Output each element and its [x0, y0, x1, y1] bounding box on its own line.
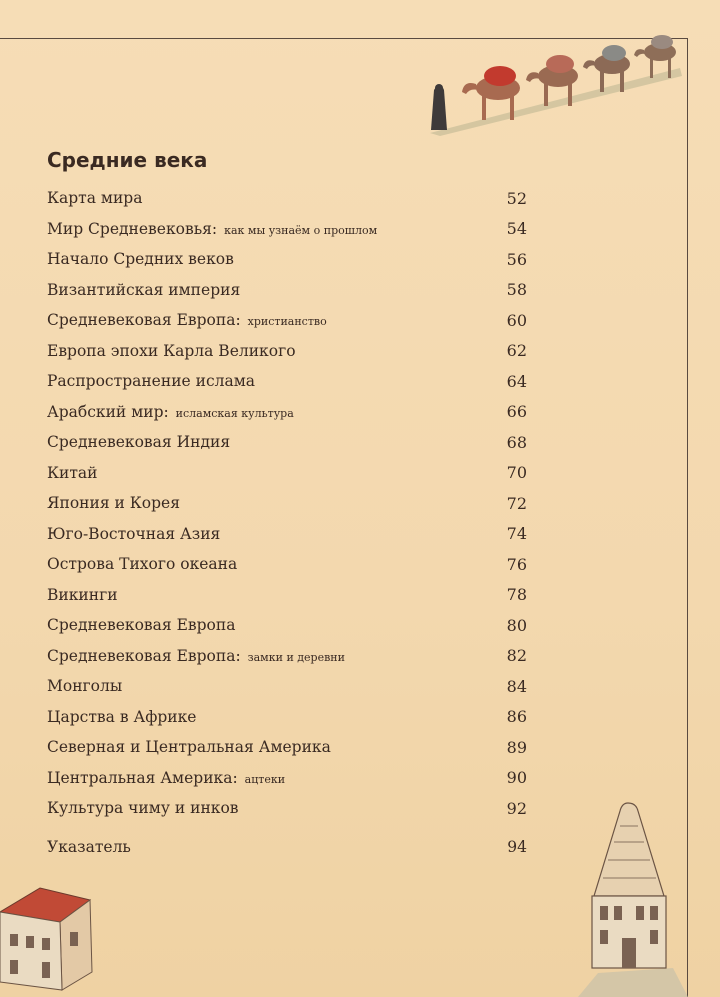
toc-entry-title [47, 616, 235, 634]
section-title: Средние века [47, 148, 208, 172]
index-page: 94 [507, 838, 527, 856]
toc-entry[interactable] [47, 244, 527, 275]
toc-entry-main: Европа эпохи Карла Великого [47, 341, 296, 360]
toc-entry-title [47, 189, 142, 207]
toc-entry-main: Карта мира [47, 189, 143, 208]
toc-entry-page: 64 [506, 371, 527, 391]
toc-entry-main: Арабский мир: [47, 402, 169, 421]
toc-entry-main: Острова Тихого океана [47, 555, 238, 574]
toc-entry-subtitle: исламская культура [175, 406, 294, 420]
toc-entry[interactable] [47, 519, 527, 550]
toc-entry-main: Средневековая Европа: [47, 311, 241, 330]
toc-entry-title [47, 311, 327, 329]
toc-entry[interactable] [47, 427, 527, 458]
camel-caravan-illustration [420, 28, 690, 138]
toc-entry-page: 52 [506, 188, 527, 208]
toc-entry-main: Распространение ислама [47, 372, 256, 391]
toc-entry-title [47, 647, 345, 665]
toc-entry-title [47, 769, 285, 787]
toc-entry[interactable] [47, 763, 527, 794]
toc-entry-main: Монголы [47, 677, 123, 696]
toc-entry[interactable] [47, 183, 527, 214]
toc-entry-main: Византийская империя [47, 280, 241, 299]
toc-entry-main: Начало Средних веков [47, 250, 234, 269]
toc-entry[interactable] [47, 458, 527, 489]
temple-illustration [578, 798, 688, 997]
toc-entry-page: 70 [506, 463, 527, 483]
toc-entry-main: Китай [47, 463, 98, 482]
toc-entry-main: Северная и Центральная Америка [47, 738, 331, 757]
toc-entry-title [47, 342, 296, 360]
toc-entry-page: 84 [506, 676, 527, 696]
toc-entry-title [47, 799, 239, 817]
toc-entry-title [47, 525, 220, 543]
toc-entry[interactable] [47, 366, 527, 397]
toc-entry-main: Юго-Восточная Азия [47, 524, 221, 543]
toc-entry-title [47, 738, 331, 756]
toc-entry[interactable] [47, 702, 527, 733]
index-entry[interactable] [47, 838, 527, 856]
toc-entry-page: 74 [506, 524, 527, 544]
toc-entry[interactable] [47, 549, 527, 580]
toc-entry-title [47, 250, 234, 268]
toc-entry-main: Средневековая Европа: [47, 646, 241, 665]
toc-entry-subtitle: ацтеки [244, 772, 286, 786]
toc-entry-main: Царства в Африке [47, 707, 197, 726]
toc-entry[interactable] [47, 305, 527, 336]
toc-entry-title [47, 464, 97, 482]
table-of-contents [47, 183, 527, 824]
toc-entry-page: 80 [506, 615, 527, 635]
toc-entry[interactable] [47, 336, 527, 367]
toc-entry-subtitle: как мы узнаём о прошлом [224, 223, 378, 237]
toc-entry-page: 72 [506, 493, 527, 513]
toc-entry[interactable] [47, 641, 527, 672]
toc-entry[interactable] [47, 397, 527, 428]
toc-entry-title [47, 708, 196, 726]
toc-entry-page: 54 [506, 219, 527, 239]
toc-entry-main: Викинги [47, 585, 118, 604]
toc-entry-title [47, 372, 255, 390]
toc-entry-title [47, 677, 122, 695]
toc-entry-title [47, 433, 230, 451]
toc-entry-subtitle: замки и деревни [247, 650, 345, 664]
toc-entry[interactable] [47, 580, 527, 611]
toc-entry[interactable] [47, 610, 527, 641]
toc-entry[interactable] [47, 793, 527, 824]
toc-entry-page: 60 [506, 310, 527, 330]
toc-entry-page: 78 [506, 585, 527, 605]
toc-entry-main: Средневековая Индия [47, 433, 231, 452]
toc-entry-title [47, 586, 118, 604]
toc-entry-main: Мир Средневековья: [47, 219, 218, 238]
toc-entry[interactable] [47, 214, 527, 245]
toc-entry-page: 56 [506, 249, 527, 269]
toc-entry-main: Центральная Америка: [47, 768, 238, 787]
toc-entry-title [47, 555, 237, 573]
toc-entry-page: 89 [506, 737, 527, 757]
toc-entry[interactable] [47, 671, 527, 702]
toc-entry-page: 82 [506, 646, 527, 666]
toc-entry[interactable] [47, 732, 527, 763]
toc-entry-title [47, 220, 377, 238]
toc-entry[interactable] [47, 488, 527, 519]
toc-entry-page: 66 [506, 402, 527, 422]
toc-entry-main: Япония и Корея [47, 494, 181, 513]
toc-entry-title [47, 281, 240, 299]
toc-entry-title [47, 403, 294, 421]
building-illustration [0, 882, 100, 997]
index-title: Указатель [47, 838, 131, 856]
toc-entry-page: 76 [506, 554, 527, 574]
toc-entry-page: 86 [506, 707, 527, 727]
toc-entry-page: 90 [506, 768, 527, 788]
toc-entry-page: 62 [506, 341, 527, 361]
toc-entry-main: Культура чиму и инков [47, 799, 239, 818]
toc-entry-title [47, 494, 180, 512]
toc-entry-subtitle: христианство [247, 315, 327, 329]
toc-entry-page: 58 [506, 280, 527, 300]
toc-entry-page: 92 [506, 798, 527, 818]
toc-entry-main: Средневековая Европа [47, 616, 236, 635]
toc-entry-page: 68 [506, 432, 527, 452]
toc-entry[interactable] [47, 275, 527, 306]
